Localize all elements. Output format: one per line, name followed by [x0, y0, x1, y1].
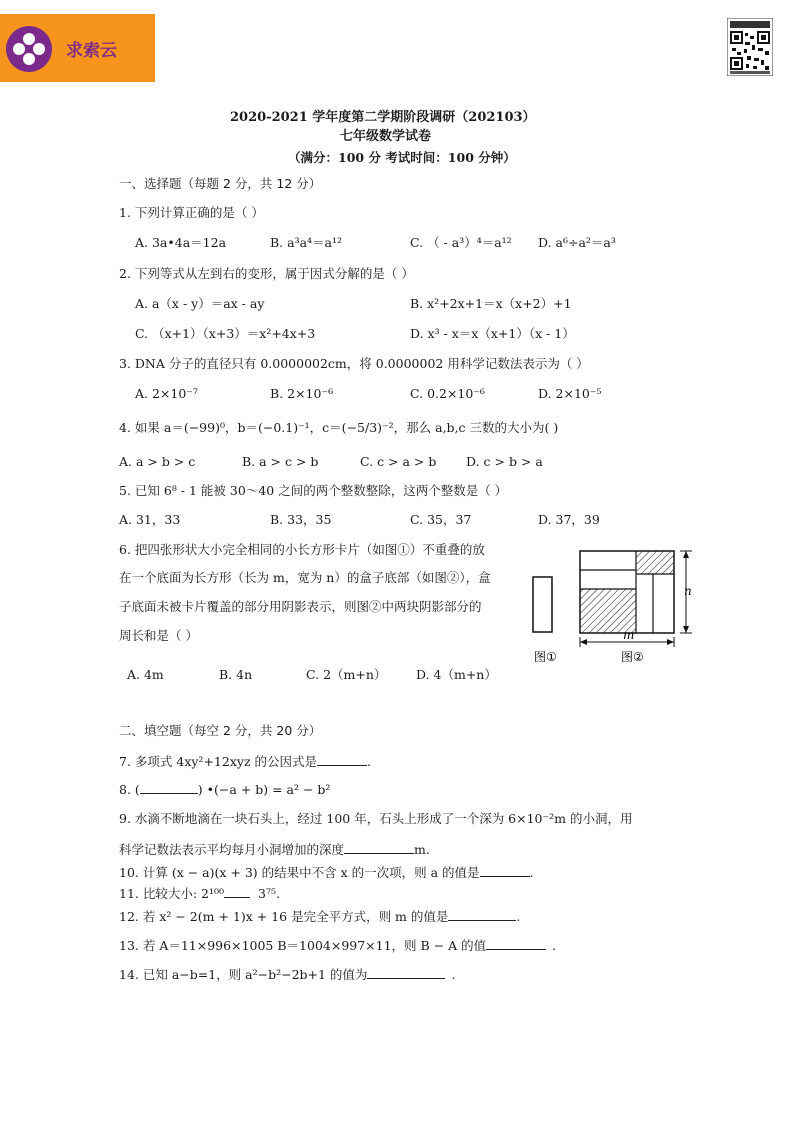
q1-option-a: A. 3a•4a＝12a — [135, 235, 227, 250]
q6-option-b: B. 4n — [219, 667, 253, 682]
q2-option-b: B. x²+2x+1＝x（x+2）+1 — [410, 296, 572, 311]
fig2-label: 图② — [621, 650, 644, 664]
q10-text: 10. 计算 (x − a)(x + 3) 的结果中不含 x 的一次项，则 a 的值是 — [119, 865, 480, 880]
q5-option-d: D. 37，39 — [538, 512, 600, 527]
q4-option-a: A. a > b > c — [119, 454, 196, 469]
q5-option-c: C. 35，37 — [410, 512, 472, 527]
q8-post: ) •(−a + b) = a² − b² — [197, 782, 331, 797]
q6-figure — [528, 545, 704, 665]
q13-answer-blank[interactable] — [486, 937, 546, 950]
q13-post: . — [552, 938, 557, 953]
q6-option-a: A. 4m — [127, 667, 164, 682]
exam-subtitle: 七年级数学试卷 — [340, 129, 432, 144]
q4-option-d: D. c > b > a — [466, 454, 543, 469]
q12-text: 12. 若 x² − 2(m + 1)x + 16 是完全平方式，则 m 的值是 — [119, 909, 449, 924]
q11-post: 3⁷⁵. — [258, 886, 280, 901]
q4-stem: 4. 如果 a＝(−99)⁰，b＝(−0.1)⁻¹，c＝(−5/3)⁻²，那么 a,b,c 三数的大小为( ) — [119, 420, 559, 435]
qr-code-icon — [727, 18, 773, 76]
q1-option-c: C. （ - a³）⁴＝a¹² — [410, 235, 512, 250]
section-1-heading: 一、选择题（每题 2 分，共 12 分） — [119, 176, 322, 191]
q2-option-c: C. （x+1）（x+3）＝x²+4x+3 — [135, 326, 316, 341]
q3-option-a: A. 2×10⁻⁷ — [135, 386, 198, 401]
q6-line-2: 在一个底面为长方形（长为 m，宽为 n）的盒子底部（如图②），盒 — [119, 570, 491, 585]
q9-post: m. — [414, 842, 430, 857]
q10-answer-blank[interactable] — [480, 864, 530, 877]
q3-stem: 3. DNA 分子的直径只有 0.0000002cm，将 0.0000002 用科学记数法表示为（ ） — [119, 356, 589, 371]
q6-line-3: 子底面未被卡片覆盖的部分用阴影表示，则图②中两块阴影部分的 — [119, 599, 482, 614]
exam-title: 2020-2021 学年度第二学期阶段调研（202103） — [230, 110, 536, 125]
q10 — [119, 864, 534, 881]
q9-line-1: 9. 水滴不断地滴在一块石头上，经过 100 年，石头上形成了一个深为 6×10⁻²m 的小洞，用 — [119, 811, 633, 826]
q3-option-d: D. 2×10⁻⁵ — [538, 386, 602, 401]
brand-logo — [0, 14, 155, 82]
fig2-shade-bottom — [580, 589, 636, 633]
q1-option-d: D. a⁶÷a²＝a³ — [538, 235, 616, 250]
q5-stem: 5. 已知 6⁸ - 1 能被 30～40 之间的两个整数整除，这两个整数是（ ） — [119, 483, 508, 498]
q11-text: 11. 比较大小: 2¹⁰⁰ — [119, 886, 225, 901]
q14-answer-blank[interactable] — [367, 966, 445, 979]
q14-text: 14. 已知 a−b=1，则 a²−b²−2b+1 的值为 — [119, 967, 368, 982]
q11-answer-blank[interactable] — [224, 885, 250, 898]
fig2-shade-top — [636, 551, 674, 574]
q1-stem: 1. 下列计算正确的是（ ） — [119, 205, 264, 220]
q8-text: 8. ( — [119, 782, 140, 797]
q13-text: 13. 若 A＝11×996×1005 B＝1004×997×11，则 B − A 的值 — [119, 938, 487, 953]
q14-post: . — [451, 967, 456, 982]
fig2-m-label: m — [623, 628, 635, 642]
q8 — [119, 781, 330, 798]
logo-emblem-icon — [6, 26, 52, 72]
q13 — [119, 937, 556, 954]
q4-option-b: B. a > c > b — [242, 454, 319, 469]
q1-option-b: B. a³a⁴＝a¹² — [270, 235, 343, 250]
q4-option-c: C. c > a > b — [360, 454, 437, 469]
q3-option-b: B. 2×10⁻⁶ — [270, 386, 334, 401]
q9-answer-blank[interactable] — [344, 841, 414, 854]
fig1-label: 图① — [534, 650, 557, 664]
exam-meta: （满分：100 分 考试时间：100 分钟） — [288, 150, 516, 165]
q6-option-d: D. 4（m+n） — [416, 667, 497, 682]
q9-line-2 — [119, 841, 430, 858]
q8-answer-blank[interactable] — [140, 781, 198, 794]
q6-line-4: 周长和是（ ） — [119, 628, 198, 643]
q9-text: 科学记数法表示平均每月小洞增加的深度 — [119, 842, 345, 857]
q14 — [119, 966, 455, 983]
q12-post: . — [516, 909, 521, 924]
q7 — [119, 753, 371, 770]
q7-answer-blank[interactable] — [317, 753, 367, 766]
brand-name: 求索云 — [66, 41, 117, 61]
q5-option-b: B. 33，35 — [270, 512, 332, 527]
q2-option-d: D. x³ - x＝x（x+1）（x - 1） — [410, 326, 575, 341]
section-2-heading: 二、填空题（每空 2 分，共 20 分） — [119, 723, 322, 738]
q6-option-c: C. 2（m+n） — [306, 667, 387, 682]
q11 — [119, 885, 280, 902]
q7-text: 7. 多项式 4xy²+12xyz 的公因式是 — [119, 754, 317, 769]
q2-option-a: A. a（x - y）＝ax - ay — [135, 296, 265, 311]
q3-option-c: C. 0.2×10⁻⁶ — [410, 386, 485, 401]
q7-post: . — [367, 754, 371, 769]
fig2-n-label: n — [684, 584, 692, 598]
fig1-card — [533, 577, 552, 632]
q6-line-1: 6. 把四张形状大小完全相同的小长方形卡片（如图①）不重叠的放 — [119, 542, 485, 557]
q5-option-a: A. 31，33 — [119, 512, 181, 527]
q10-post: . — [529, 865, 534, 880]
q2-stem: 2. 下列等式从左到右的变形，属于因式分解的是（ ） — [119, 266, 414, 281]
q12 — [119, 908, 520, 925]
q12-answer-blank[interactable] — [448, 908, 516, 921]
